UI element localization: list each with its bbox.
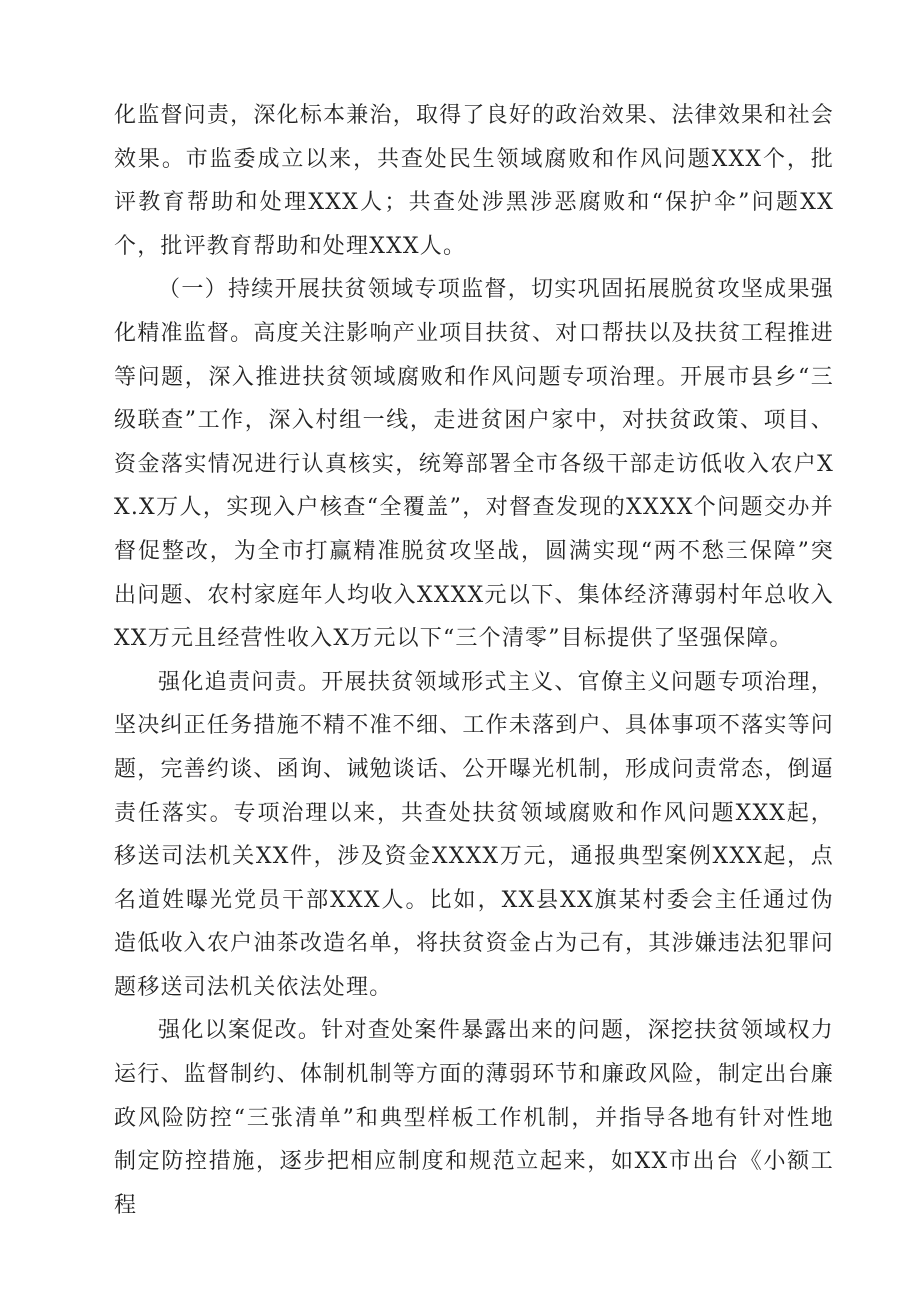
paragraph-poverty-supervision: （一）持续开展扶贫领域专项监督，切实巩固拓展脱贫攻坚成果强化精准监督。高度关注影响产业项目扶贫、对口帮扶以及扶贫工程推进等问题，深入推进扶贫领域腐败和作风问题专项治理。开展市县乡“三级联查”工作，深入村组一线，走进贫困户家中，对扶贫政策、项目、资金落实情况进行认真核实，统筹部署全市各级干部走访低收入农户XX.X万人，实现入户核查“全覆盖”，对督查发现的XXXX个问题交办并督促整改，为全市打赢精准脱贫攻坚战，圆满实现“两不愁三保障”突出问题、农村家庭年人均收入XXXX元以下、集体经济薄弱村年总收入XX万元且经营性收入X万元以下“三个清零”目标提供了坚强保障。 [114,277,834,652]
paragraph-accountability: 强化追责问责。开展扶贫领域形式主义、官僚主义问题专项治理，坚决纠正任务措施不精不准不细、工作未落到户、具体事项不落实等问题，完善约谈、函询、诫勉谈话、公开曝光机制，形成问责常态，倒逼责任落实。专项治理以来，共查处扶贫领域腐败和作风问题XXX起，移送司法机关XX件，涉及资金XXXX万元，通报典型案例XXX起，点名道姓曝光党员干部XXX人。比如，XX县XX旗某村委会主任通过伪造低收入农户油茶改造名单，将扶贫资金占为己有，其涉嫌违法犯罪问题移送司法机关依法处理。 [114,669,834,1000]
document-body [114,94,834,1227]
paragraph-intro-continuation: 化监督问责，深化标本兼治，取得了良好的政治效果、法律效果和社会效果。市监委成立以来，共查处民生领域腐败和作风问题XXX个，批评教育帮助和处理XXX人；共查处涉黑涉恶腐败和“保护伞”问题XX个，批评教育帮助和处理XXX人。 [114,103,834,259]
paragraph-case-reform: 强化以案促改。针对查处案件暴露出来的问题，深挖扶贫领域权力运行、监督制约、体制机制等方面的薄弱环节和廉政风险，制定出台廉政风险防控“三张清单”和典型样板工作机制，并指导各地有针对性地制定防控措施，逐步把相应制度和规范立起来，如XX市出台《小额工程 [114,1018,834,1218]
